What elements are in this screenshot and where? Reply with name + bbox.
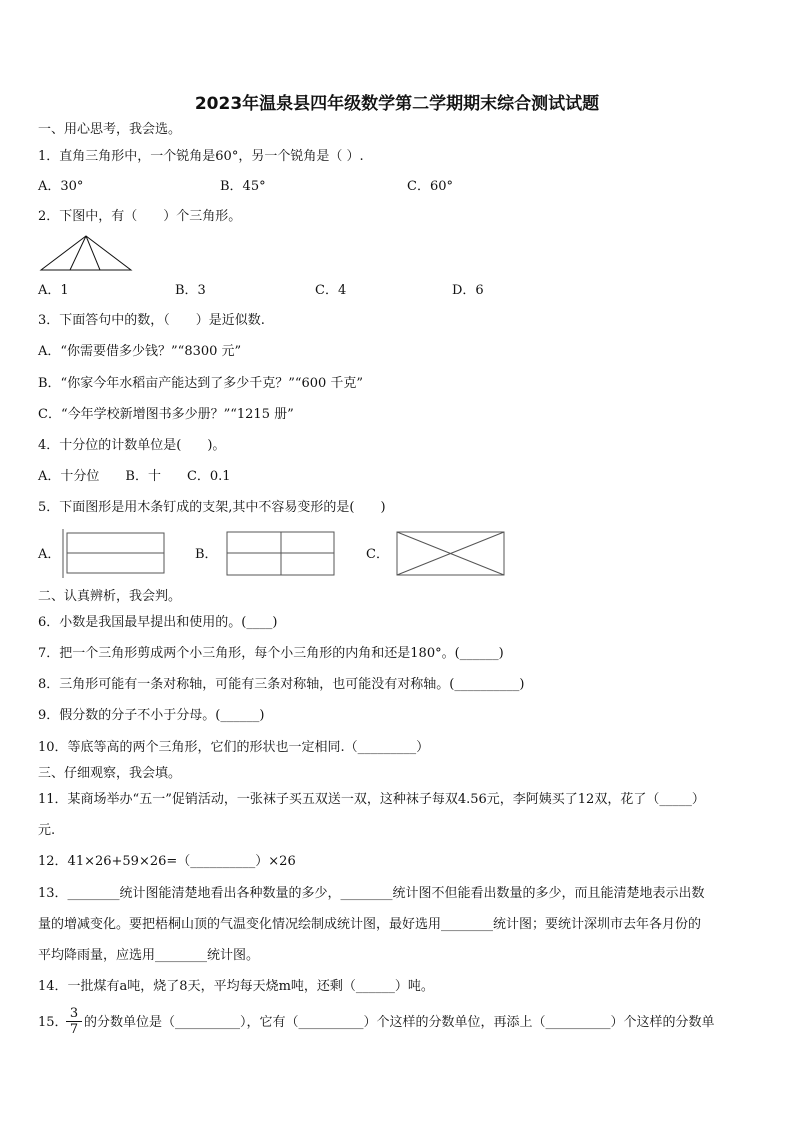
question-4: 4．十分位的计数单位是( )。 bbox=[38, 438, 226, 453]
q4-options: A．十分位 B．十 C．0.1 bbox=[38, 469, 231, 484]
q15-fraction-denominator: 7 bbox=[69, 1022, 79, 1037]
q3-option-b: B．“你家今年水稻亩产能达到了多少千克？”“600 千克” bbox=[38, 376, 364, 391]
section-heading-2: 二、认真辨析，我会判。 bbox=[38, 589, 182, 604]
section-heading-3: 三、仔细观察，我会填。 bbox=[38, 766, 182, 781]
q3-option-a: A．“你需要借多少钱？”“8300 元” bbox=[38, 344, 242, 359]
q1-option-a: A．30° bbox=[38, 179, 84, 194]
q1-option-c: C．60° bbox=[407, 179, 453, 194]
question-11-line-1: 11．某商场举办“五一”促销活动，一张袜子买五双送一双，这种袜子每双4.56元，李阿姨买了12双，花了（_____） bbox=[38, 792, 705, 807]
page-title: 2023年温泉县四年级数学第二学期期末综合测试试题 bbox=[194, 94, 600, 114]
q15-fraction bbox=[66, 1006, 82, 1037]
question-12: 12．41×26+59×26=（__________）×26 bbox=[38, 854, 296, 869]
question-14: 14．一批煤有a吨，烧了8天，平均每天烧m吨，还剩（______）吨。 bbox=[38, 979, 434, 994]
question-13-line-2: 量的增减变化。要把梧桐山顶的气温变化情况绘制成统计图，最好选用________统计图；要统计深圳市去年各月份的 bbox=[38, 917, 702, 932]
q5-figure-a bbox=[62, 529, 166, 579]
question-6: 6．小数是我国最早提出和使用的。(____) bbox=[38, 615, 278, 630]
question-15-label: 15． bbox=[38, 1015, 68, 1030]
question-9: 9．假分数的分子不小于分母。(______) bbox=[38, 708, 265, 723]
question-5: 5．下面图形是用木条钉成的支架,其中不容易变形的是( ) bbox=[38, 500, 386, 515]
q2-option-b: B．3 bbox=[175, 283, 206, 298]
q5-figure-b bbox=[226, 531, 336, 577]
q2-option-c: C．4 bbox=[315, 283, 347, 298]
question-15-text: 的分数单位是（__________），它有（__________）个这样的分数单位，再添上（__________）个这样的分数单 bbox=[84, 1015, 715, 1030]
q1-option-b: B．45° bbox=[220, 179, 266, 194]
q5-option-a: A． bbox=[38, 547, 61, 562]
question-3: 3．下面答句中的数，（ ）是近似数. bbox=[38, 313, 265, 328]
q5-figure-c bbox=[396, 531, 506, 577]
q15-fraction-numerator: 3 bbox=[66, 1006, 82, 1022]
q2-triangle-figure bbox=[40, 234, 132, 272]
question-2: 2．下图中，有（ ）个三角形。 bbox=[38, 209, 242, 224]
question-10: 10．等底等高的两个三角形，它们的形状也一定相同.（_________） bbox=[38, 740, 430, 755]
question-13-line-3: 平均降雨量，应选用________统计图。 bbox=[38, 948, 260, 963]
q2-option-a: A．1 bbox=[38, 283, 69, 298]
q3-option-c: C．“今年学校新增图书多少册？”“1215 册” bbox=[38, 407, 294, 422]
question-1: 1．直角三角形中，一个锐角是60°，另一个锐角是（ ）. bbox=[38, 149, 364, 164]
q2-option-d: D．6 bbox=[452, 283, 484, 298]
question-8: 8．三角形可能有一条对称轴，可能有三条对称轴，也可能没有对称轴。(__________) bbox=[38, 677, 525, 692]
question-7: 7．把一个三角形剪成两个小三角形，每个小三角形的内角和还是180°。(______) bbox=[38, 646, 504, 661]
q5-option-b: B． bbox=[195, 547, 218, 562]
question-13-line-1: 13．________统计图能清楚地看出各种数量的多少，________统计图不但能看出数量的多少，而且能清楚地表示出数 bbox=[38, 886, 705, 901]
section-heading-1: 一、用心思考，我会选。 bbox=[38, 122, 182, 137]
q5-option-c: C． bbox=[366, 547, 389, 562]
question-11-line-2: 元. bbox=[38, 823, 56, 838]
